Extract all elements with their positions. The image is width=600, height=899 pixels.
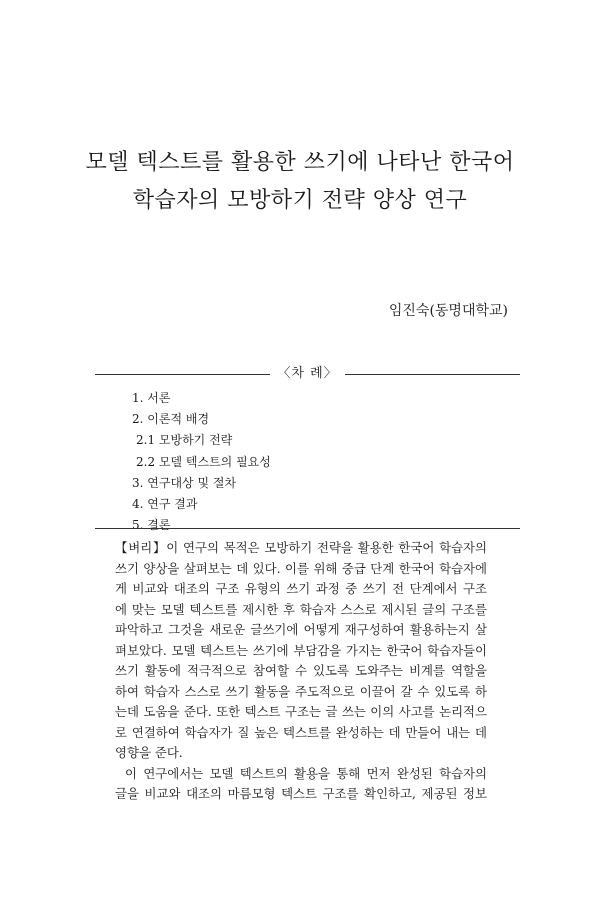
abstract-line: 영향을 준다. xyxy=(115,745,183,760)
toc-item-method: 3. 연구대상 및 절차 xyxy=(132,475,237,490)
abstract-line: 하여 학습자 스스로 쓰기 활동을 주도적으로 이끌어 갈 수 있도록 하 xyxy=(115,683,487,699)
toc-rule-left xyxy=(95,374,270,375)
toc-item-background: 2. 이론적 배경 xyxy=(132,412,210,427)
toc-item-imitation-strategy: 2.1 모방하기 전략 xyxy=(136,433,233,448)
title-line-2: 학습자의 모방하기 전략 양상 연구 xyxy=(132,188,468,213)
abstract-line: 에 맞는 모델 텍스트를 제시한 후 학습자 스스로 제시된 글의 구조를 xyxy=(115,601,487,617)
author-affiliation: 임진숙(동명대학교) xyxy=(388,303,508,319)
toc-heading xyxy=(95,364,520,384)
toc-item-model-text-need: 2.2 모델 텍스트의 필요성 xyxy=(136,454,271,469)
abstract-line: 게 비교와 대조의 구조 유형의 쓰기 과정 중 쓰기 전 단계에서 구조 xyxy=(115,581,487,596)
title-line-1: 모델 텍스트를 활용한 쓰기에 나타난 한국어 xyxy=(85,150,515,175)
abstract-line: 【벼리】이 연구의 목적은 모방하기 전략을 활용한 한국어 학습자의 xyxy=(115,540,487,555)
toc-item-introduction: 1. 서론 xyxy=(132,391,171,405)
abstract-line: 쓰기 양상을 살펴보는 데 있다. 이를 위해 중급 단계 한국어 학습자에 xyxy=(115,560,487,576)
abstract-line: 로 연결하여 학습자가 질 높은 텍스트를 완성하는 데 만들어 내는 데 xyxy=(115,724,487,740)
toc-rule-right xyxy=(345,374,520,375)
paper-title xyxy=(0,144,600,220)
toc-item-results: 4. 연구 결과 xyxy=(132,497,198,512)
toc-heading-label: 〈차 례〉 xyxy=(277,366,338,381)
table-of-contents xyxy=(132,388,271,536)
toc-item-conclusion: 5. 결론 xyxy=(132,518,171,533)
abstract-line: 는데 도움을 준다. 또한 텍스트 구조는 글 쓰는 이의 사고를 논리적으 xyxy=(115,704,487,719)
abstract-line: 글을 비교와 대조의 마름모형 텍스트 구조를 확인하고, 제공된 정보 xyxy=(115,786,487,801)
abstract-line: 이 연구에서는 모델 텍스트의 활용을 통해 먼저 완성된 학습자의 xyxy=(125,765,487,781)
toc-divider xyxy=(95,528,520,529)
abstract-line: 쓰기 활동에 적극적으로 참여할 수 있도록 도와주는 비계를 역할을 xyxy=(115,663,487,678)
abstract-body xyxy=(115,538,487,805)
abstract-line: 펴보았다. 모델 텍스트는 쓰기에 부담감을 가지는 한국어 학습자들이 xyxy=(115,642,487,658)
abstract-line: 파악하고 그것을 새로운 글쓰기에 어떻게 재구성하여 활용하는지 살 xyxy=(115,622,487,637)
